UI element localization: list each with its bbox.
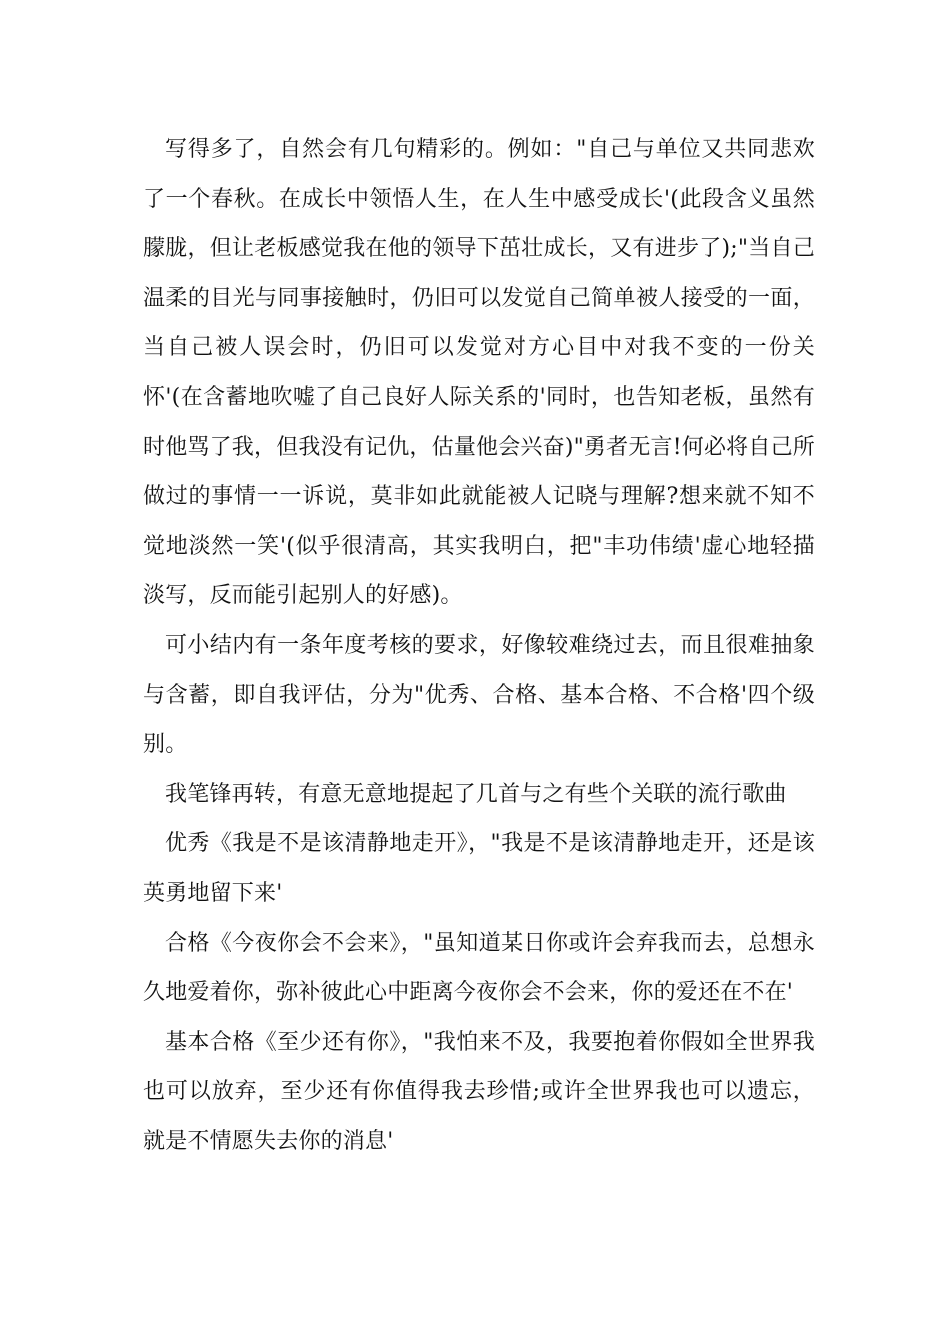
- paragraph-excellent: 优秀《我是不是该清静地走开》，"我是不是该清静地走开，还是该英勇地留下来': [143, 831, 815, 906]
- paragraph-basic-qualified: 基本合格《至少还有你》，"我怕来不及，我要抱着你假如全世界我也可以放弃，至少还有你值得我去珍惜;或许全世界我也可以遗忘，就是不情愿失去你的消息': [143, 1029, 815, 1154]
- paragraph-qualified: 合格《今夜你会不会来》，"虽知道某日你或许会弃我而去，总想永久地爱着你，弥补彼此心中距离今夜你会不会来，你的爱还在不在': [143, 930, 815, 1006]
- paragraph-songs-intro: 我笔锋再转，有意无意地提起了几首与之有些个关联的流行歌曲: [165, 781, 787, 807]
- document-body: [143, 125, 815, 1166]
- paragraph-assessment: 可小结内有一条年度考核的要求，好像较难绕过去，而且很难抽象与含蓄，即自我评估，分为"优秀、合格、基本合格、不合格'四个级别。: [143, 632, 815, 758]
- paragraph-intro: 写得多了，自然会有几句精彩的。例如："自己与单位又共同悲欢了一个春秋。在成长中领悟人生，在人生中感受成长'(此段含义虽然朦胧，但让老板感觉我在他的领导下茁壮成长，又有进步了);"当自己温柔的目光与同事接触时，仍旧可以发觉自己简单被人接受的一面，当自己被人误会时，仍旧可以发觉对方心目中对我不变的一份关怀'(在含蓄地吹嘘了自己良好人际关系的'同时，也告知老板，虽然有时他骂了我，但我没有记仇，估量他会兴奋)"勇者无言!何必将自己所做过的事情一一诉说，莫非如此就能被人记晓与理解?想来就不知不觉地淡然一笑'(似乎很清高，其实我明白，把"丰功伟绩'虚心地轻描淡写，反而能引起别人的好感)。: [143, 137, 815, 609]
